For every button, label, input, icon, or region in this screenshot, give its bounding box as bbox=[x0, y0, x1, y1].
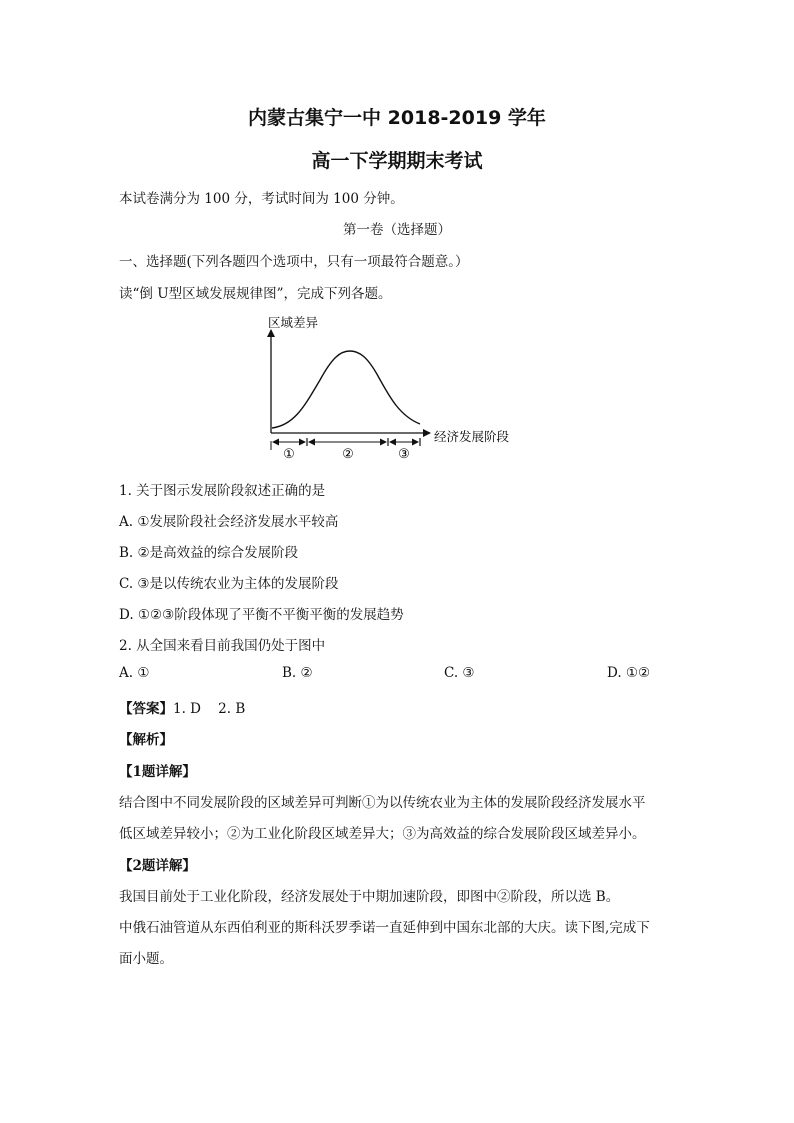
x-axis-label: 经济发展阶段 bbox=[434, 429, 510, 444]
answer-text: 1. D 2. B bbox=[173, 701, 246, 717]
question-2-option-d: D. ①② bbox=[607, 665, 651, 681]
detail-2-label: 【2题详解】 bbox=[119, 858, 196, 874]
exam-subtitle: 高一下学期期末考试 bbox=[311, 150, 483, 172]
question-1-stem: 1. 关于图示发展阶段叙述正确的是 bbox=[119, 483, 326, 499]
question-1-option-a: A. ①发展阶段社会经济发展水平较高 bbox=[119, 514, 339, 530]
stage-2-label: ② bbox=[342, 447, 354, 462]
question-1-option-d: D. ①②③阶段体现了平衡不平衡平衡的发展趋势 bbox=[119, 607, 404, 623]
question-2-option-c: C. ③ bbox=[444, 665, 475, 681]
reading-prompt: 读“倒 U型区域发展规律图”，完成下列各题。 bbox=[119, 286, 392, 302]
inverted-u-diagram bbox=[250, 310, 540, 465]
question-2-option-b: B. ② bbox=[282, 665, 313, 681]
question-1-option-b: B. ②是高效益的综合发展阶段 bbox=[119, 545, 299, 561]
exam-title: 内蒙古集宁一中 2018-2019 学年 bbox=[248, 107, 546, 129]
question-1-option-c: C. ③是以传统农业为主体的发展阶段 bbox=[119, 576, 339, 592]
detail-1-line-1: 结合图中不同发展阶段的区域差异可判断①为以传统农业为主体的发展阶段经济发展水平 bbox=[119, 795, 646, 811]
detail-1-line-2: 低区域差异较小；②为工业化阶段区域差异大；③为高效益的综合发展阶段区域差异小。 bbox=[119, 826, 646, 842]
stage-1-label: ① bbox=[283, 447, 295, 462]
question-2-option-a: A. ① bbox=[119, 665, 150, 681]
answer-line bbox=[119, 697, 245, 717]
question-2-stem: 2. 从全国来看目前我国仍处于图中 bbox=[119, 638, 326, 654]
stage-3-label: ③ bbox=[398, 447, 410, 462]
answer-label: 【答案】 bbox=[119, 701, 173, 717]
detail-2-line-1: 我国目前处于工业化阶段，经济发展处于中期加速阶段，即图中②阶段，所以选 B。 bbox=[119, 889, 620, 905]
section-title: 第一卷（选择题） bbox=[343, 222, 451, 238]
y-axis-label: 区域差异 bbox=[268, 315, 319, 330]
next-passage-line-2: 面小题。 bbox=[119, 951, 173, 967]
inverted-u-curve bbox=[272, 351, 420, 428]
next-passage-line-1: 中俄石油管道从东西伯利亚的斯科沃罗季诺一直延伸到中国东北部的大庆。读下图,完成下 bbox=[119, 920, 650, 936]
analysis-label: 【解析】 bbox=[119, 732, 173, 748]
part-heading: 一、选择题(下列各题四个选项中，只有一项最符合题意。） bbox=[119, 254, 469, 270]
exam-intro: 本试卷满分为 100 分，考试时间为 100 分钟。 bbox=[119, 191, 404, 207]
detail-1-label: 【1题详解】 bbox=[119, 764, 196, 780]
